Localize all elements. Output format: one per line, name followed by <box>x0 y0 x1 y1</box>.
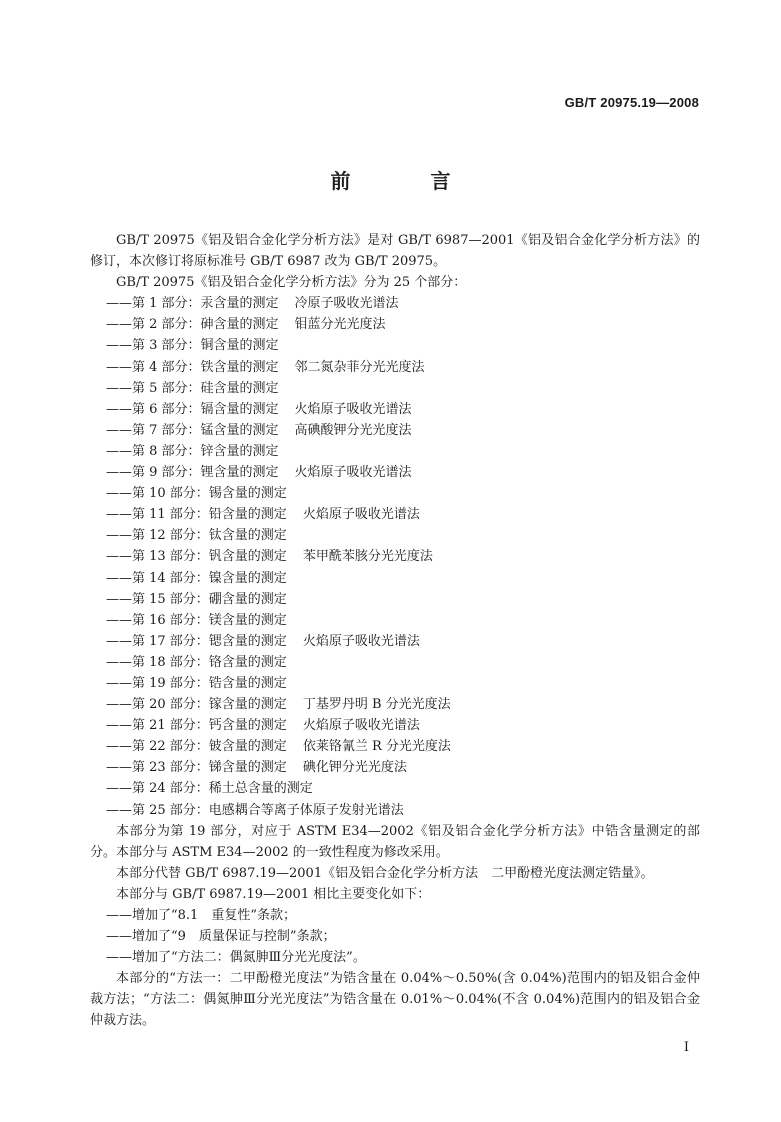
part-label: ——第 16 部分：镁含量的测定 <box>106 612 287 628</box>
changes-intro: 本部分与 GB/T 6987.19—2001 相比主要变化如下： <box>116 886 431 902</box>
intro-paragraph-2: GB/T 20975《铝及铝合金化学分析方法》分为 25 个部分： <box>116 275 467 291</box>
part-item <box>90 462 700 483</box>
part-label: ——第 12 部分：钛含量的测定 <box>106 528 287 544</box>
part-item <box>90 357 700 378</box>
part-label: ——第 11 部分：铅含量的测定 <box>106 507 287 523</box>
changes-list <box>90 905 700 968</box>
part-label: ——第 22 部分：铍含量的测定 <box>106 739 287 755</box>
page-title: 前 言 <box>330 169 481 193</box>
part-item <box>90 314 700 335</box>
part-label: ——第 4 部分：铁含量的测定 <box>106 359 279 375</box>
part-item <box>90 610 700 631</box>
part-label: ——第 7 部分：锰含量的测定 <box>106 422 279 438</box>
part-label: ——第 5 部分：硅含量的测定 <box>106 380 279 396</box>
part-item <box>90 694 700 715</box>
part-label: ——第 17 部分：锶含量的测定 <box>106 633 287 649</box>
part-label: ——第 18 部分：铬含量的测定 <box>106 654 287 670</box>
part-item <box>90 420 700 441</box>
part-method: 火焰原子吸收光谱法 <box>302 633 420 649</box>
part-method: 苯甲酰苯胲分光光度法 <box>302 549 433 565</box>
change-item: ——增加了“8.1 重复性”条款； <box>106 908 296 923</box>
part-item <box>90 441 700 462</box>
part-label: ——第 8 部分：锌含量的测定 <box>106 443 279 459</box>
part-method: 依莱铬氰兰 R 分光光度法 <box>302 739 451 755</box>
part-item <box>90 778 700 799</box>
part-item <box>90 673 700 694</box>
part-method: 碘化钾分光光度法 <box>302 760 407 776</box>
part-label: ——第 23 部分：锑含量的测定 <box>106 760 287 776</box>
part-item <box>90 293 700 314</box>
part-label: ——第 13 部分：钒含量的测定 <box>106 549 287 565</box>
part-method: 丁基罗丹明 B 分光光度法 <box>302 697 451 713</box>
part-item <box>90 589 700 610</box>
part-method: 钼蓝分光光度法 <box>294 317 386 333</box>
page-number: I <box>683 1040 689 1055</box>
part-item <box>90 800 700 821</box>
part-method: 火焰原子吸收光谱法 <box>294 465 412 481</box>
part-method: 邻二氮杂菲分光光度法 <box>294 359 425 375</box>
part-item <box>90 378 700 399</box>
part-method: 高碘酸钾分光光度法 <box>294 422 412 438</box>
part-method: 冷原子吸收光谱法 <box>294 296 399 312</box>
part-label: ——第 3 部分：铜含量的测定 <box>106 338 279 354</box>
part-item <box>90 757 700 778</box>
arbitration-paragraph: 本部分的“方法一：二甲酚橙光度法”为锆含量在 0.04%～0.50%(含 0.04%)范围内的铝及铝合金仲裁方法；“方法二：偶氮胂Ⅲ分光光度法”为锆含量在 0.01%～0.04%(不含 0.04%)范围内的铝及铝合金仲裁方法。 <box>90 971 700 1029</box>
part-label: ——第 2 部分：砷含量的测定 <box>106 317 279 333</box>
standard-code: GB/T 20975.19—2008 <box>564 95 699 110</box>
correspondence-paragraph: 本部分为第 19 部分，对应于 ASTM E34—2002《铝及铝合金化学分析方法》中锆含量测定的部分。本部分与 ASTM E34—2002 的一致性程度为修改采用。 <box>90 823 700 860</box>
part-item <box>90 335 700 356</box>
part-label: ——第 14 部分：镍含量的测定 <box>106 570 287 586</box>
intro-paragraph-1: GB/T 20975《铝及铝合金化学分析方法》是对 GB/T 6987—2001《铝及铝合金化学分析方法》的修订，本次修订将原标准号 GB/T 6987 改为 GB/T 20975。 <box>90 233 700 270</box>
part-label: ——第 25 部分：电感耦合等离子体原子发射光谱法 <box>106 802 404 818</box>
change-item: ——增加了“9 质量保证与控制”条款； <box>106 929 336 945</box>
part-item <box>90 568 700 589</box>
part-item <box>90 525 700 546</box>
part-item <box>90 399 700 420</box>
part-label: ——第 21 部分：钙含量的测定 <box>106 718 287 734</box>
part-item <box>90 483 700 504</box>
part-item <box>90 504 700 525</box>
part-label: ——第 6 部分：镉含量的测定 <box>106 401 279 417</box>
part-label: ——第 10 部分：锡含量的测定 <box>106 486 287 502</box>
part-item <box>90 736 700 757</box>
part-item <box>90 631 700 652</box>
part-item <box>90 652 700 673</box>
foreword-body <box>90 230 700 1032</box>
part-label: ——第 9 部分：锂含量的测定 <box>106 465 279 481</box>
part-label: ——第 1 部分：汞含量的测定 <box>106 296 279 312</box>
part-method: 火焰原子吸收光谱法 <box>294 401 412 417</box>
replacement-paragraph: 本部分代替 GB/T 6987.19—2001《铝及铝合金化学分析方法 二甲酚橙光度法测定锆量》。 <box>116 865 654 881</box>
change-item: ——增加了“方法二：偶氮胂Ⅲ分光光度法”。 <box>106 950 366 966</box>
part-label: ——第 24 部分：稀土总含量的测定 <box>106 781 313 797</box>
part-item <box>90 715 700 736</box>
part-label: ——第 15 部分：硼含量的测定 <box>106 591 287 607</box>
part-label: ——第 20 部分：镓含量的测定 <box>106 697 287 713</box>
part-method: 火焰原子吸收光谱法 <box>302 718 420 734</box>
part-method: 火焰原子吸收光谱法 <box>302 507 420 523</box>
parts-list <box>90 293 700 820</box>
part-label: ——第 19 部分：锆含量的测定 <box>106 675 287 691</box>
part-item <box>90 546 700 567</box>
